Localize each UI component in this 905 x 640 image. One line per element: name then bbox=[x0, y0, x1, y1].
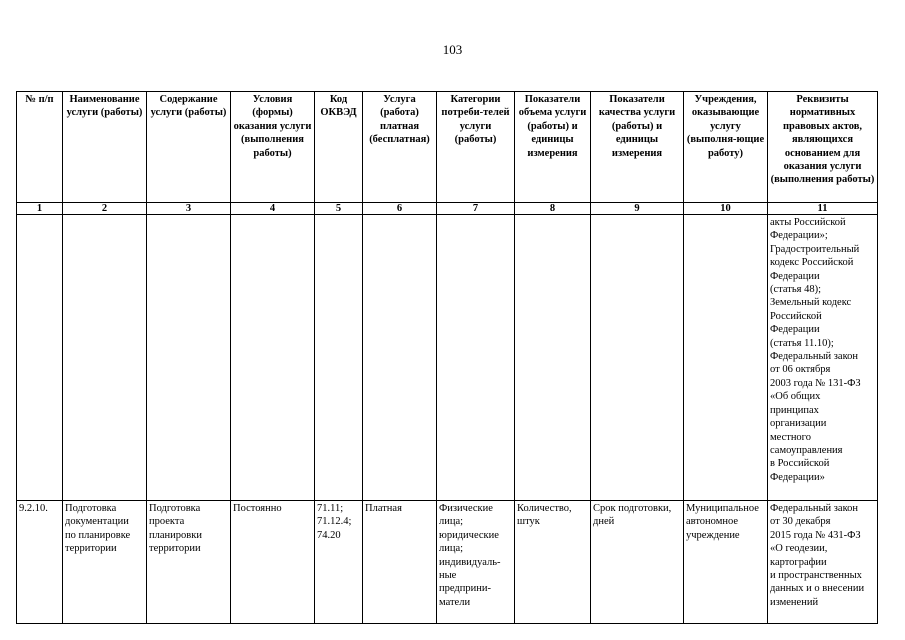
header-cell: Категории потреби-телей услуги (работы) bbox=[437, 92, 515, 203]
column-number: 7 bbox=[437, 203, 515, 215]
header-row bbox=[17, 92, 878, 203]
cell-text-line: Федерации» bbox=[770, 471, 825, 483]
cell-legal-acts bbox=[768, 215, 878, 501]
cell-text-line: (статья 11.10); bbox=[770, 337, 834, 349]
cell-categories bbox=[437, 215, 515, 501]
cell-text-line: Муниципальное bbox=[686, 503, 759, 514]
column-number: 11 bbox=[768, 203, 878, 215]
cell-text-line: Федеральный закон bbox=[770, 503, 859, 514]
cell-name bbox=[63, 501, 147, 624]
cell-text-line: акты Российской bbox=[770, 217, 846, 228]
table-row bbox=[17, 501, 878, 624]
cell-text-line: Федерации»; bbox=[770, 230, 828, 242]
column-number: 5 bbox=[315, 203, 363, 215]
cell-okved bbox=[315, 501, 363, 624]
cell-text-line: Федеральный закон bbox=[770, 351, 859, 363]
cell-institution bbox=[684, 501, 768, 624]
cell-text-line: матели bbox=[439, 596, 471, 608]
cell-name bbox=[63, 215, 147, 501]
header-cell: Содержание услуги (работы) bbox=[147, 92, 231, 203]
cell-text-line: местного bbox=[770, 431, 811, 443]
cell-quality bbox=[591, 501, 684, 624]
cell-text-line: планировки bbox=[149, 529, 202, 541]
cell-text-line: по планировке bbox=[65, 529, 131, 541]
cell-text-line: территории bbox=[65, 543, 117, 555]
cell-text-line: Срок подготовки, bbox=[593, 503, 672, 514]
cell-text-line: лица; bbox=[439, 543, 464, 555]
cell-text-line: Подготовка bbox=[65, 503, 117, 514]
cell-paid bbox=[363, 215, 437, 501]
cell-text-line: предприни- bbox=[439, 583, 491, 595]
cell-text-line: проекта bbox=[149, 516, 185, 528]
cell-text-line: данных и о внесении bbox=[770, 583, 865, 595]
cell-text-line: организации bbox=[770, 418, 827, 430]
cell-volume bbox=[515, 501, 591, 624]
cell-text-line: и пространственных bbox=[770, 570, 862, 582]
cell-okved bbox=[315, 215, 363, 501]
cell-institution bbox=[684, 215, 768, 501]
cell-content bbox=[147, 215, 231, 501]
cell-text-line: Федерации bbox=[770, 324, 820, 336]
cell-text-line: (статья 48); bbox=[770, 284, 822, 296]
services-table bbox=[16, 91, 878, 624]
cell-text-line: документации bbox=[65, 516, 129, 528]
cell-text-line: Федерации bbox=[770, 270, 820, 282]
cell-text-line: Градостроительный bbox=[770, 243, 860, 255]
cell-text-line: индивидуаль- bbox=[439, 556, 501, 568]
cell-text-line: 2015 года № 431-ФЗ bbox=[770, 529, 861, 541]
cell-text-line: в Российской bbox=[770, 458, 830, 470]
cell-num: 9.2.10. bbox=[17, 501, 63, 624]
header-cell: Условия (формы) оказания услуги (выполнения работы) bbox=[231, 92, 315, 203]
cell-text-line: изменений bbox=[770, 596, 819, 608]
cell-content bbox=[147, 501, 231, 624]
header-cell: Код ОКВЭД bbox=[315, 92, 363, 203]
cell-legal-acts bbox=[768, 501, 878, 624]
header-cell: Показатели объема услуги (работы) и единицы измерения bbox=[515, 92, 591, 203]
cell-text-line: учреждение bbox=[686, 529, 740, 541]
cell-text-line: 2003 года № 131-ФЗ bbox=[770, 377, 861, 389]
cell-text-line: «О геодезии, bbox=[770, 543, 828, 555]
column-number: 2 bbox=[63, 203, 147, 215]
cell-text-line: Российской bbox=[770, 310, 822, 322]
cell-categories bbox=[437, 501, 515, 624]
cell-text-line: картографии bbox=[770, 556, 827, 568]
header-cell: № п/п bbox=[17, 92, 63, 203]
cell-text-line: Физические bbox=[439, 503, 493, 514]
cell-text-line: принципах bbox=[770, 404, 819, 416]
header-cell: Учреждения, оказывающие услугу (выполня-ющие работу) bbox=[684, 92, 768, 203]
column-number-row bbox=[17, 203, 878, 215]
page-number: 103 bbox=[442, 42, 463, 57]
cell-text-line: 71.11; bbox=[317, 503, 344, 514]
cell-volume bbox=[515, 215, 591, 501]
cell-text-line: от 30 декабря bbox=[770, 516, 831, 528]
column-number: 1 bbox=[17, 203, 63, 215]
header-cell: Услуга (работа) платная (бесплатная) bbox=[363, 92, 437, 203]
cell-text-line: автономное bbox=[686, 516, 739, 528]
column-number: 9 bbox=[591, 203, 684, 215]
column-number: 4 bbox=[231, 203, 315, 215]
header-cell: Показатели качества услуги (работы) и единицы измерения bbox=[591, 92, 684, 203]
header-cell: Наименование услуги (работы) bbox=[63, 92, 147, 203]
cell-text-line: территории bbox=[149, 543, 201, 555]
column-number: 8 bbox=[515, 203, 591, 215]
cell-text-line: дней bbox=[593, 516, 615, 528]
column-number: 3 bbox=[147, 203, 231, 215]
cell-text-line: ные bbox=[439, 570, 457, 582]
cell-text-line: 71.12.4; bbox=[317, 516, 352, 528]
cell-text-line: Земельный кодекс bbox=[770, 297, 852, 309]
cell-text-line: кодекс Российской bbox=[770, 257, 854, 269]
table-row bbox=[17, 215, 878, 501]
column-number: 10 bbox=[684, 203, 768, 215]
cell-paid: Платная bbox=[363, 501, 437, 624]
column-number: 6 bbox=[363, 203, 437, 215]
header-cell: Реквизиты нормативных правовых актов, являющихся основанием для оказания услуги (выполнения работы) bbox=[768, 92, 878, 203]
cell-conditions bbox=[231, 215, 315, 501]
cell-text-line: 74.20 bbox=[317, 529, 341, 541]
cell-text-line: «Об общих bbox=[770, 391, 821, 403]
cell-text-line: Подготовка bbox=[149, 503, 201, 514]
cell-text-line: юридические bbox=[439, 529, 499, 541]
cell-num bbox=[17, 215, 63, 501]
cell-text-line: лица; bbox=[439, 516, 464, 528]
cell-text-line: от 06 октября bbox=[770, 364, 831, 376]
cell-quality bbox=[591, 215, 684, 501]
cell-text-line: самоуправления bbox=[770, 444, 843, 456]
cell-conditions: Постоянно bbox=[231, 501, 315, 624]
cell-text-line: Количество, bbox=[517, 503, 572, 514]
cell-text-line: штук bbox=[517, 516, 540, 528]
